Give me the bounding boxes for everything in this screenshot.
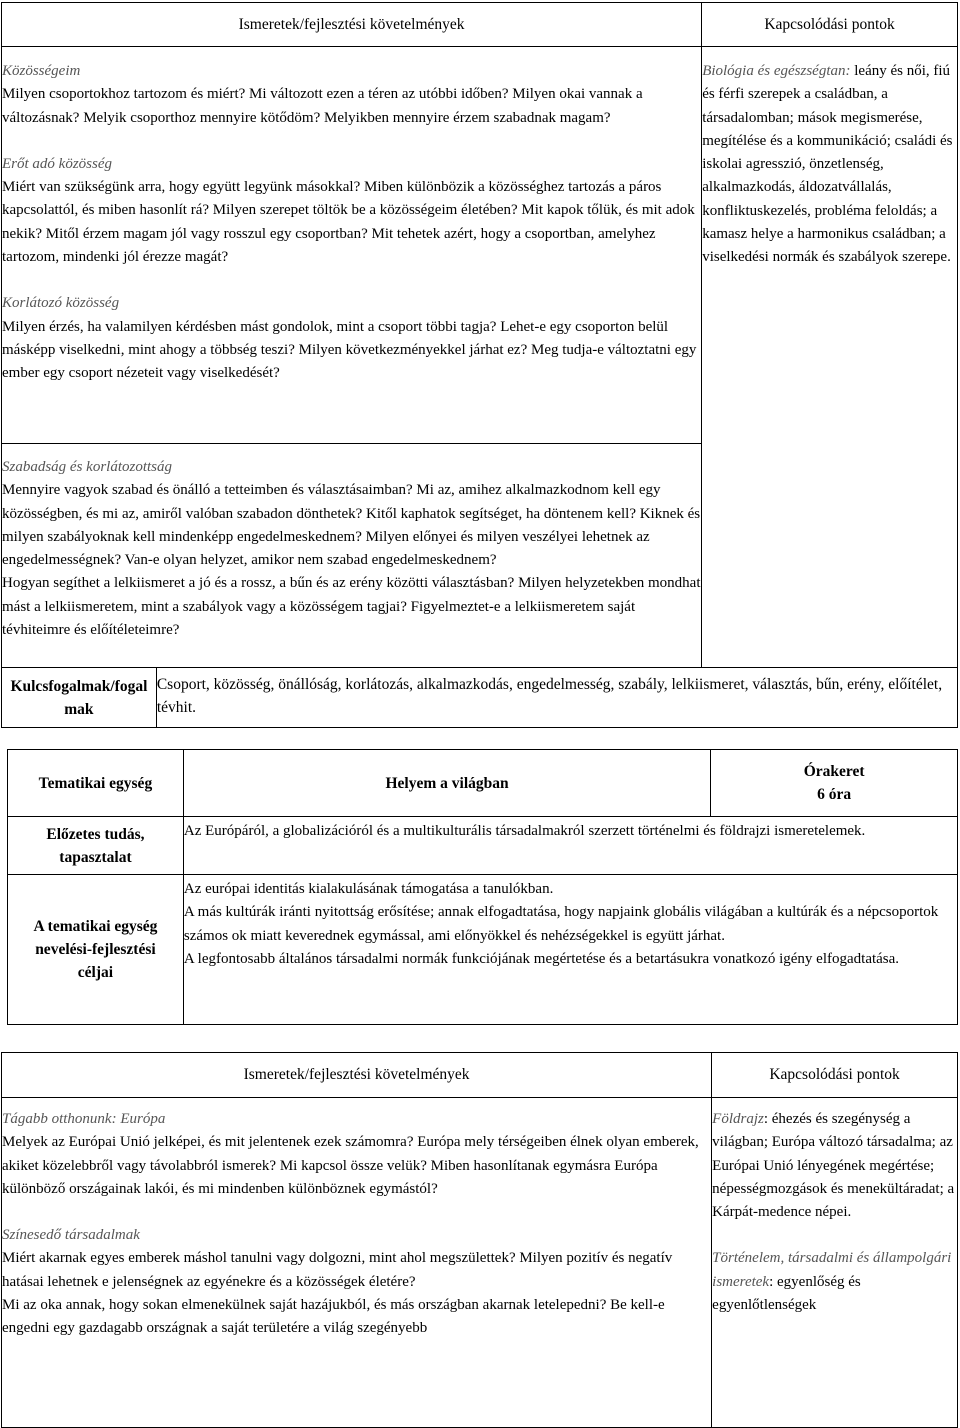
goals-label: A tematikai egység nevelési-fejlesztési céljai (8, 875, 184, 1025)
header-requirements: Ismeretek/fejlesztési követelmények (2, 1053, 712, 1098)
section-text: Mi az oka annak, hogy sokan elmenekülnek saját hazájukból, és más országban akarnak letelepedni? Be kell-e engedni egy gazdagabb országnak a saját területére a világ szegényebb (2, 1297, 665, 1337)
header-connections: Kapcsolódási pontok (702, 3, 958, 47)
section-text: Miért van szükségünk arra, hogy együtt legyünk másokkal? Miben különbözik a közösséghez tartozás a páros kapcsolattól, és miben hasonlít rá? Milyen szerepet töltök be a közösségeim életében? Mit kapok tőlük, és mit adok nekik? Mitől érzem magam jól vagy rosszul egy csoportban? Mit tehetek azért, hogy a csoportban, amelyhez tartozom, mindenki jól érezze magát? (2, 179, 695, 266)
goals-cell (183, 875, 957, 1025)
subject-name: Biológia és egészségtan: (702, 63, 851, 79)
prior-knowledge-label: Előzetes tudás, tapasztalat (8, 817, 184, 875)
header-connections: Kapcsolódási pontok (712, 1053, 958, 1098)
section-text: Miért akarnak egyes emberek máshol tanulni vagy dolgozni, mint ahol megszülettek? Milyen pozitív és negatív hatásai lehetnek e jelenségnek az egyénekre és a közösségek életére? (2, 1250, 673, 1290)
header-requirements: Ismeretek/fejlesztési követelmények (2, 3, 702, 47)
requirements-cell (2, 1098, 712, 1428)
hours-cell (711, 750, 958, 817)
theme-label: Tematikai egység (8, 750, 184, 817)
requirements-table-1 (1, 2, 958, 728)
key-concepts-label: Kulcsfogalmak/fogalmak (2, 668, 157, 728)
connections-cell (712, 1098, 958, 1428)
section-title: Erőt adó közösség (2, 155, 112, 172)
goals-text: A legfontosabb általános társadalmi normák funkciójának megértetése és a betartásukra vonatkozó igény elfogadtatása. (183, 950, 900, 967)
requirements-cell-2 (2, 444, 702, 668)
section-title: Szabadság és korlátozottság (2, 459, 173, 475)
section-title: Korlátozó közösség (2, 295, 120, 312)
hours-label: Órakeret (803, 763, 865, 780)
section-text: Mennyire vagyok szabad és önálló a tetteimben és választásaimban? Mi az, amihez alkalmazkodnom kell egy közösségben, és mi az, amiről valóban szabadon dönthetek? Kitől kaphatok segítséget, ha döntenem kell? Kiknek és milyen szabályoknak kell mindenképp engedelmeskednem? Milyen előnyei és milyen veszélyei lehetnek az engedelmességnek? Van-e olyan helyzet, amikor nem szabad engedelmeskednem? (2, 482, 701, 569)
section-text: Hogyan segíthet a lelkiismeret a jó és a rossz, a bűn és az erény közötti választásban? Milyen helyzetekben mondhat mást a lelkiismeretem, mint a szabályok vagy a közösségem tagjai? Figyelmeztet-e a lelkiismeretem saját tévhiteimre és előítéleteimre? (2, 575, 701, 639)
section-title: Közösségeim (2, 63, 81, 79)
section-text: Milyen csoportokhoz tartozom és miért? Mi változott ezen a téren az utóbbi időben? Milyen okai vannak a változásnak? Melyik csoporthoz mennyire kötődöm? Melyikben mennyire érzem szabadnak magam? (2, 86, 643, 126)
theme-table (7, 749, 958, 1025)
key-concepts-text: Csoport, közösség, önállóság, korlátozás, alkalmazkodás, engedelmesség, szabály, lelkiismeret, választás, bűn, erény, előítélet, tévhit. (156, 668, 957, 728)
subject-name: Földrajz (712, 1111, 764, 1127)
subject-name: Történelem, társadalmi és állampolgári ismeretek (712, 1250, 952, 1290)
prior-knowledge-text: Az Európáról, a globalizációról és a multikulturális társadalmakról szerzett történelmi és földrajzi ismeretelemek. (183, 817, 957, 875)
hours-value: 6 óra (817, 786, 852, 803)
connections-text: : éhezés és szegénység a világban; Európa változó társadalma; az Európai Unió lényegének megértése; népességmozgások és menekültáradat; a Kárpát-medence népei. (712, 1111, 955, 1221)
requirements-table-2 (1, 1052, 958, 1428)
requirements-cell (2, 47, 702, 444)
theme-title: Helyem a világban (183, 750, 710, 817)
section-text: Melyek az Európai Unió jelképei, és mit jelentenek ezek számomra? Európa mely térségeiben élnek olyan emberek, akiket közelebbről vagy távolabbról ismerek? Mi kapcsol össze velük? Miben hasonlítanak egymásra Európa különböző országainak lakói, és mi mindenben különböznek egymástól? (2, 1134, 699, 1197)
connections-text: leány és női, fiú és férfi szerepek a családban, a társadalomban; mások megismerése, megítélése és a kommunikáció; családi és iskolai agresszió, önzetlenség, alkalmazkodás, áldozatvállalás, konfliktuskezelés, probléma feloldás; a kamasz helye a harmonikus családban; a viselkedési normák és szabályok szerepe. (702, 63, 953, 266)
section-title: Színesedő társadalmak (2, 1227, 140, 1244)
goals-text: Az európai identitás kialakulásának támogatása a tanulókban. (183, 881, 554, 897)
goals-text: A más kultúrák iránti nyitottság erősítése; annak elfogadtatása, hogy napjaink globális világában a kultúrák és a népcsoportok számos ok miatt keverednek egymással, ami előnyökkel és nehézségekkel is együtt járhat. (183, 904, 939, 944)
section-title: Tágabb otthonunk: Európa (2, 1111, 166, 1127)
section-text: Milyen érzés, ha valamilyen kérdésben mást gondolok, mint a csoport többi tagja? Lehet-e egy csoporton belül másképp viselkedni, mint ahogy a többség teszi? Milyen következményekkel járhat ez? Meg tudja-e változtatni egy ember egy csoport nézeteit vagy viselkedését? (2, 318, 697, 382)
connections-text: : egyenlőség és egyenlőtlenségek (712, 1273, 861, 1314)
connections-cell (702, 47, 958, 668)
